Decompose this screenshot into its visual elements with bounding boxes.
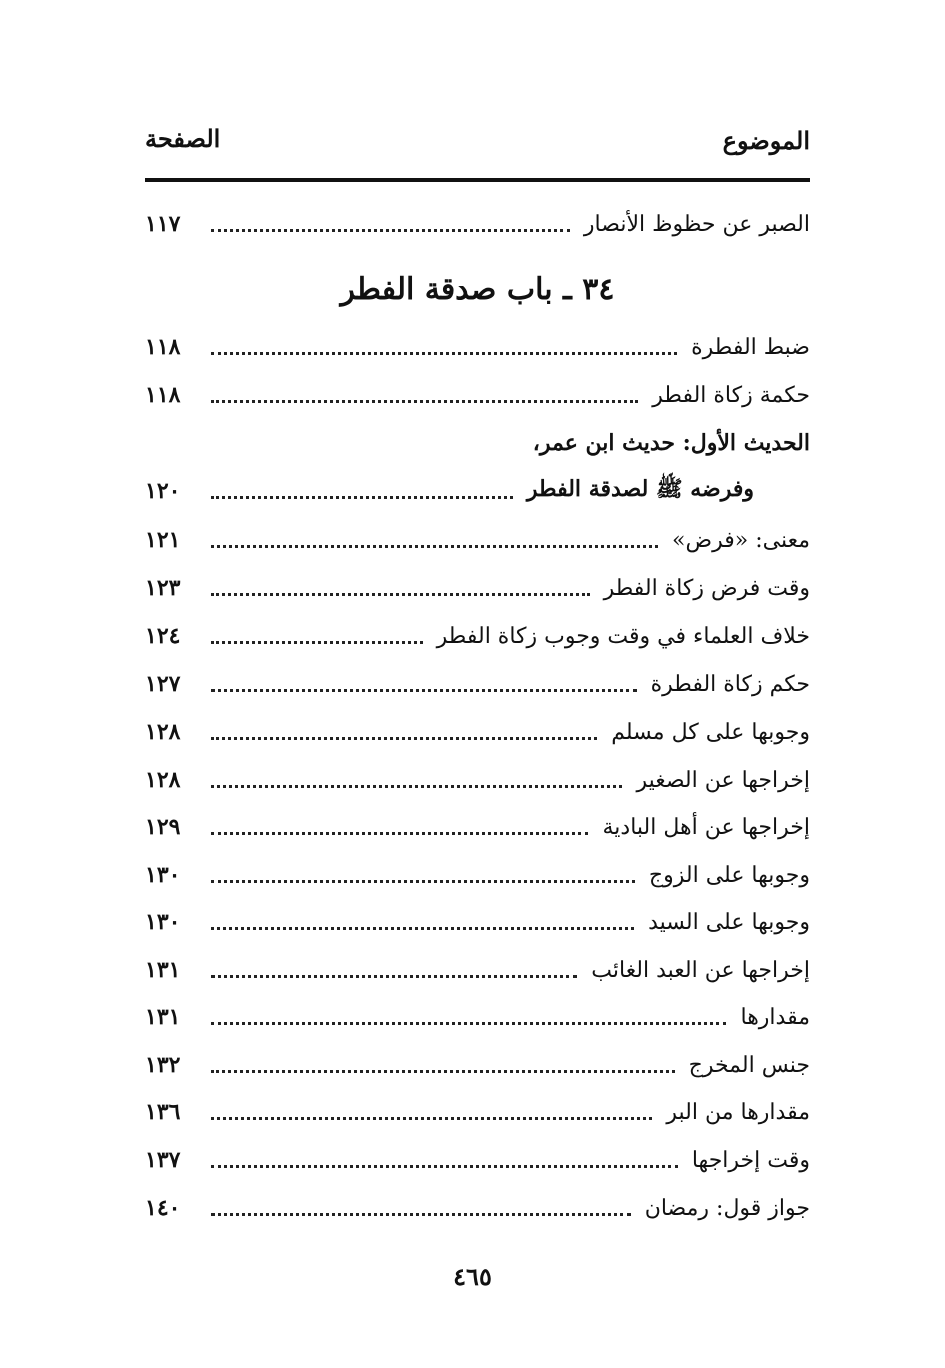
entry-title: جنس المخرج (688, 1052, 810, 1078)
entry-title: الحديث الأول: حديث ابن عمر، (532, 430, 810, 456)
dot-leader (211, 209, 570, 232)
toc-entry (145, 760, 810, 800)
dot-leader (211, 860, 635, 883)
dot-leader (211, 907, 634, 930)
dot-leader (211, 380, 638, 403)
toc-entry (145, 855, 810, 895)
dot-leader (211, 332, 677, 355)
entry-page: ١٤٠ (145, 1195, 181, 1221)
entry-page: ١٢٨ (145, 767, 181, 793)
toc-entry (145, 997, 810, 1037)
entry-page: ١٢١ (145, 527, 181, 553)
toc-entry (145, 568, 810, 608)
toc-entry (145, 327, 810, 367)
entry-page: ١٢٧ (145, 671, 181, 697)
toc-header (145, 120, 810, 164)
entry-title: وجوبها على الزوج (648, 862, 810, 888)
entry-page: ١١٨ (145, 382, 181, 408)
dot-leader (211, 1097, 652, 1120)
entry-page: ١٢٣ (145, 575, 181, 601)
dot-leader (211, 621, 423, 644)
toc-entry (145, 1092, 810, 1132)
entry-title: إخراجها عن الصغير (636, 767, 810, 793)
entry-page: ١٣١ (145, 1004, 181, 1030)
entry-page: ١٢٩ (145, 814, 181, 840)
entry-title: وجوبها على كل مسلم (611, 719, 810, 745)
entry-title: وفرضه ﷺ لصدقة الفطر (526, 476, 754, 502)
topic-column-label: الموضوع (722, 126, 810, 155)
entry-page: ١٢٨ (145, 719, 181, 745)
dot-leader (211, 573, 590, 596)
dot-leader (211, 476, 513, 499)
toc-entry (145, 902, 810, 942)
entry-title: وقت فرض زكاة الفطر (603, 575, 810, 601)
entry-title: خلاف العلماء في وقت وجوب زكاة الفطر (436, 623, 810, 649)
entry-title: إخراجها عن أهل البادية (602, 814, 810, 840)
entry-title: حكمة زكاة الفطر (652, 382, 810, 408)
toc-entry (145, 520, 810, 560)
entry-page: ١١٧ (145, 211, 181, 237)
toc-entry (145, 1140, 810, 1180)
entry-title: وجوبها على السيد (648, 909, 810, 935)
entry-title: إخراجها عن العبد الغائب (591, 957, 810, 983)
dot-leader (211, 669, 637, 692)
toc-entry (145, 616, 810, 656)
entry-title: ضبط الفطرة (691, 334, 810, 360)
entry-title: معنى: «فرض» (672, 527, 810, 553)
dot-leader (211, 1145, 678, 1168)
toc-entry (145, 807, 810, 847)
toc-entry (145, 664, 810, 704)
dot-leader (211, 525, 658, 548)
toc-entry (145, 375, 810, 415)
toc-section-heading (145, 423, 810, 463)
entry-title: مقدارها (740, 1004, 810, 1030)
dot-leader (211, 812, 588, 835)
toc-entry (145, 950, 810, 990)
entry-title: الصبر عن حظوظ الأنصار (583, 211, 810, 237)
toc-entry (145, 471, 810, 511)
entry-page: ١١٨ (145, 334, 181, 360)
entry-page: ١٢٤ (145, 623, 181, 649)
dot-leader (211, 955, 577, 978)
page-column-label: الصفحة (145, 124, 221, 153)
entry-page: ١٣٢ (145, 1052, 181, 1078)
entry-page: ١٣١ (145, 957, 181, 983)
entry-title: حكم زكاة الفطرة (650, 671, 810, 697)
dot-leader (211, 1193, 631, 1216)
entry-page: ١٣٧ (145, 1147, 181, 1173)
page-number: ٤٦٥ (453, 1262, 492, 1291)
dot-leader (211, 717, 597, 740)
header-rule (145, 178, 810, 182)
entry-page: ١٣٦ (145, 1099, 181, 1125)
entry-title: مقدارها من البر (666, 1099, 810, 1125)
entry-page: ١٣٠ (145, 909, 181, 935)
dot-leader (211, 1050, 675, 1073)
entry-page: ١٣٠ (145, 862, 181, 888)
entry-title: وقت إخراجها (691, 1147, 810, 1173)
dot-leader (211, 1002, 726, 1025)
dot-leader (211, 765, 622, 788)
toc-entry (145, 204, 810, 244)
entry-title: جواز قول: رمضان (644, 1195, 810, 1221)
toc-entry (145, 1045, 810, 1085)
toc-entry (145, 712, 810, 752)
chapter-title: ٣٤ ـ باب صدقة الفطر (340, 272, 615, 307)
toc-entry (145, 1188, 810, 1228)
entry-page: ١٢٠ (145, 478, 181, 504)
